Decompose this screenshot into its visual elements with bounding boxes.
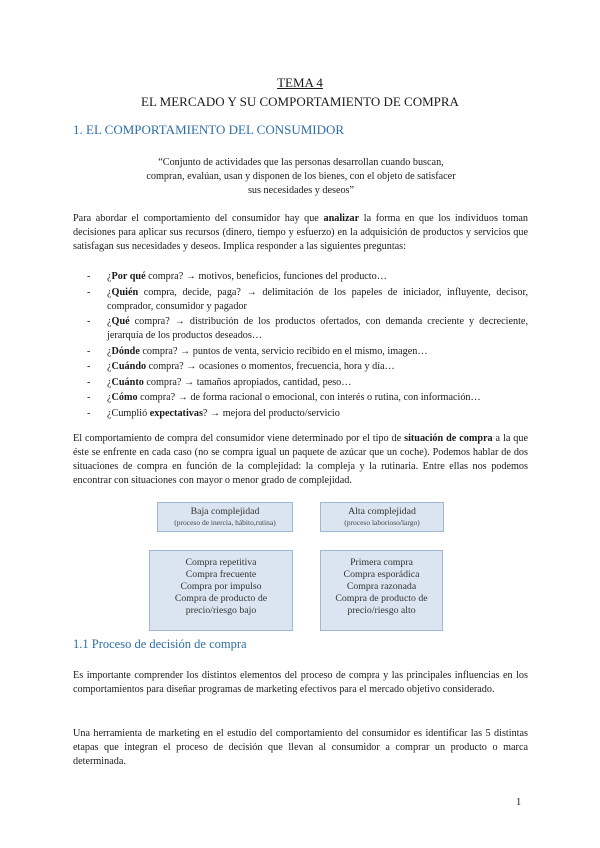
list-item: Compra razonada [346,581,417,592]
list-item: Compra esporádica [343,569,420,580]
list-item: - ¿Quién compra, decide, paga? → delimitación de los papeles de iniciador, influyente, decisor, comprador, consumidor y pagador [87,286,528,312]
high-complexity-box: Alta complejidad (proceso laborioso/largo) [320,502,444,532]
list-item: precio/riesgo alto [347,605,416,616]
intro-paragraph: Para abordar el comportamiento del consumidor hay que analizar la forma en que los individuos toman decisiones para aplicar sus recursos (dinero, tiempo y esfuerzo) en la adquisición de productos y servicios que satisfagan sus necesidades y deseos. Implica responder a las siguientes preguntas: [73,213,529,252]
list-item: - ¿Qué compra? → distribución de los productos ofertados, con demanda creciente y decreciente, jerarquía de los productos deseados… [87,316,528,341]
section-heading: 1. EL COMPORTAMIENTO DEL CONSUMIDOR [73,122,345,137]
low-complexity-box: Baja complejidad (proceso de inercia, hábito,rutina) [157,502,293,532]
list-item: Compra por impulso [180,581,262,592]
list-item: - ¿Cumplió expectativas? → mejora del producto/servicio [87,407,340,419]
document-subtitle: EL MERCADO Y SU COMPORTAMIENTO DE COMPRA [141,94,459,109]
list-item: - ¿Por qué compra? → motivos, beneficios, funciones del producto… [87,271,387,282]
questions-list [73,270,528,422]
process-paragraph: Es importante comprender los distintos elementos del proceso de compra y las principales influencias en los comportamientos para diseñar programas de marketing efectivos para el mercado objetivo considerado. [73,670,528,695]
list-item: precio/riesgo bajo [185,605,257,616]
definition-quote: “Conjunto de actividades que las personas desarrollan cuando buscan, compran, evalúan, usan y disponen de los bienes, con el objeto de satisfacer sus necesidades y deseos” [146,157,456,196]
page-number: 1 [516,797,522,808]
subsection-heading: 1.1 Proceso de decisión de compra [73,637,247,651]
list-item: - ¿Cuándo compra? → ocasiones o momentos, frecuencia, hora y día… [87,361,395,372]
stages-paragraph: Una herramienta de marketing en el estudio del comportamiento del consumidor es identificar las 5 distintas etapas que integran el proceso de decisión que llevan al consumidor a comprar un producto o marca determinada. [73,728,528,767]
list-item: - ¿Cuánto compra? → tamaños apropiados, cantidad, peso… [87,376,352,388]
low-complexity-examples-box [149,550,293,631]
list-item: Compra de producto de [335,593,428,604]
list-item: Primera compra [350,557,413,568]
list-item: - ¿Dónde compra? → puntos de venta, servicio recibido en el mismo, imagen… [87,345,428,357]
list-item: Compra de producto de [174,593,268,604]
list-item: Compra repetitiva [185,557,257,568]
tema-title: TEMA 4 [277,75,323,90]
list-item: Compra frecuente [185,569,257,580]
high-complexity-examples-box [320,550,443,631]
list-item: - ¿Cómo compra? → de forma racional o emocional, con interés o rutina, con información… [87,392,481,403]
purchase-situation-paragraph: El comportamiento de compra del consumidor viene determinado por el tipo de situación de compra a la que éste se enfrente en cada caso (no se compra igual un paquete de azúcar que un coche). Podemos hablar de dos situaciones de compra en función de la complejidad: la compleja y la rutinaria. Entre ellas nos podemos encontrar con situaciones con mayor o menor grado de complejidad. [73,433,528,486]
